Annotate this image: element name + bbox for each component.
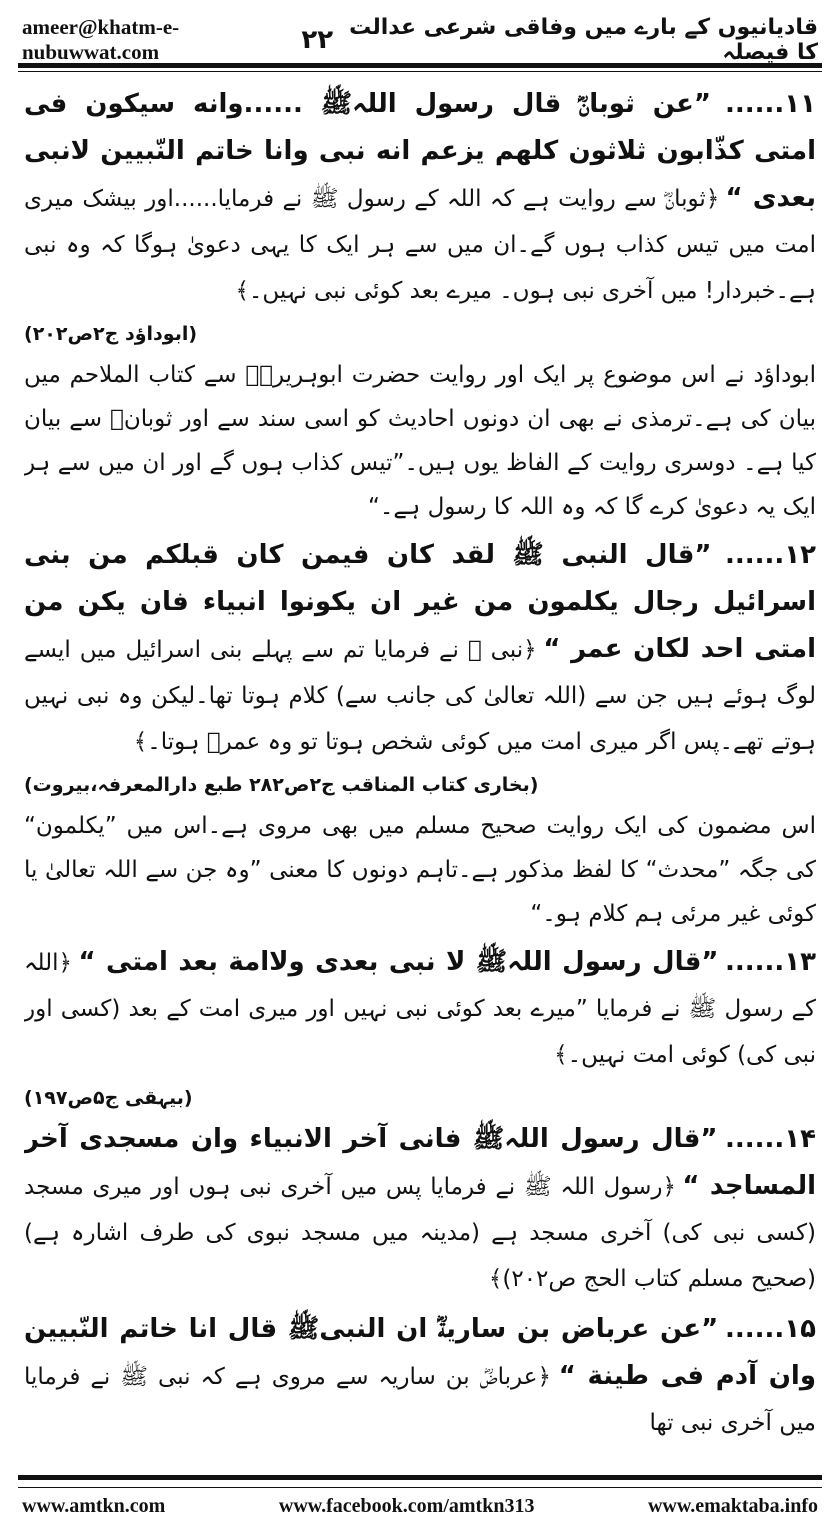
urdu-translation: ﴿عرباضؓ بن ساریہ سے مروی ہے کہ نبی ﷺ نے فرمایا میں آخری نبی تھا: [24, 1364, 816, 1436]
page-number: ۲۲: [301, 25, 334, 55]
hadith-number: ۱۴......: [724, 1124, 816, 1154]
hadith-number: ۱۳......: [724, 947, 816, 977]
header-rule-thin: [18, 71, 822, 72]
urdu-translation: ﴿نبی ﷺ نے فرمایا تم سے پہلے بنی اسرائیل میں ایسے لوگ ہوئے ہیں جن سے (اللہ تعالیٰ کی جانب سے) کلام ہوتا تھا۔لیکن وہ نبی نہیں ہوتے تھے۔پس اگر میری امت میں کوئی شخص ہوتا تو وہ عمرؓ ہوتا۔﴾: [24, 637, 816, 755]
hadith-number: ۱۱......: [724, 89, 816, 119]
reference: (بخاری کتاب المناقب ج۲ص۲۸۲ طبع دارالمعرفہ،بیروت): [24, 774, 539, 796]
page-title: قادیانیوں کے بارے میں وفاقی شرعی عدالت کا فیصلہ: [349, 15, 818, 65]
footer-link-facebook[interactable]: www.facebook.com/amtkn313: [278, 1494, 535, 1517]
commentary-paragraph: ابوداؤد نے اس موضوع پر ایک اور روایت حضرت ابوہریرہؓ سے کتاب الملاحم میں بیان کی ہے۔ترمذی نے بھی ان دونوں احادیث کو اسی سند سے اور ثوبانؓ سے بیان کیا ہے۔ دوسری روایت کے الفاظ یوں ہیں۔”تیس کذاب ہوں گے اور ان میں سے ہر ایک یہ دعویٰ کرے گا کہ وہ اللہ کا رسول ہے۔“: [24, 362, 816, 520]
header-email: ameer@khatm-e-nubuwwat.com: [22, 15, 180, 64]
page-footer: [22, 1486, 818, 1526]
arabic-text: ”قال رسول اللہﷺ فانی آخر الانبیاء وان مسجدی آخر المساجد “: [24, 1124, 816, 1201]
footer-link-amtkn[interactable]: www.amtkn.com: [22, 1494, 166, 1517]
hadith-13: [24, 940, 816, 1079]
arabic-text: ”قال النبی ﷺ لقد کان فیمن کان قبلکم من بنی اسرائیل رجال یکلمون من غیر ان یکونوا انبیاء فان یکن من امتی احد لکان عمر “: [24, 540, 816, 664]
hadith-14: [24, 1117, 816, 1303]
arabic-text: ”قال رسول اللہﷺ لا نبی بعدی ولاامة بعد امتی “: [78, 947, 719, 977]
page-body: [24, 82, 816, 1470]
hadith-number: ۱۲......: [725, 540, 816, 570]
reference: (ابوداؤد ج۲ص۲۰۲): [24, 323, 198, 345]
arabic-text: ”عن عرباض بن ساریةؓ ان النبیﷺ قال انا خاتم النّبیین وان آدم فی طینة “: [24, 1314, 816, 1391]
hadith-15: [24, 1307, 816, 1447]
footer-rule: [18, 1475, 822, 1480]
header-rule: [18, 63, 822, 68]
hadith-number: ۱۵......: [724, 1314, 816, 1344]
footer-link-emaktaba[interactable]: www.emaktaba.info: [647, 1494, 818, 1517]
arabic-text: ”عن ثوبانؓ قال رسول اللہﷺ ......وانه سیکون فی امتی کذّابون ثلاثون کلهم یزعم انه نبی وانا خاتم النّبیین لانبی بعدی “: [24, 89, 816, 213]
commentary-paragraph: اس مضمون کی ایک روایت صحیح مسلم میں بھی مروی ہے۔اس میں ”یکلمون“ کی جگہ ”محدث“ کا لفظ مذکور ہے۔تاہم دونوں کا معنی ”وہ جن سے اللہ تعالیٰ یا کوئی غیر مرئی ہم کلام ہو۔“: [24, 813, 816, 927]
urdu-translation: ﴿رسول اللہ ﷺ نے فرمایا پس میں آخری نبی ہوں اور میری مسجد (کسی نبی کی) آخری مسجد ہے (مدینہ میں مسجد نبوی کی طرف اشارہ ہے) (صحیح مسلم کتاب الحج ص۲۰۲)﴾: [24, 1174, 816, 1292]
page-header: [22, 15, 818, 65]
reference: (بیہقی ج۵ص۱۹۷): [24, 1087, 193, 1109]
hadith-11: [24, 82, 816, 315]
hadith-12: [24, 533, 816, 766]
urdu-translation: ﴿اللہ کے رسول ﷺ نے فرمایا ”میرے بعد کوئی نبی نہیں اور میری امت کے بعد (کسی اور نبی کی) کوئی امت نہیں۔﴾: [24, 950, 816, 1068]
urdu-translation: ﴿ثوبانؓ سے روایت ہے کہ اللہ کے رسول ﷺ نے فرمایا......اور بیشک میری امت میں تیس کذاب ہوں گے۔ان میں سے ہر ایک کا یہی دعویٰ ہوگا کہ وہ نبی ہے۔خبردار! میں آخری نبی ہوں۔ میرے بعد کوئی نبی نہیں۔﴾: [24, 186, 816, 304]
